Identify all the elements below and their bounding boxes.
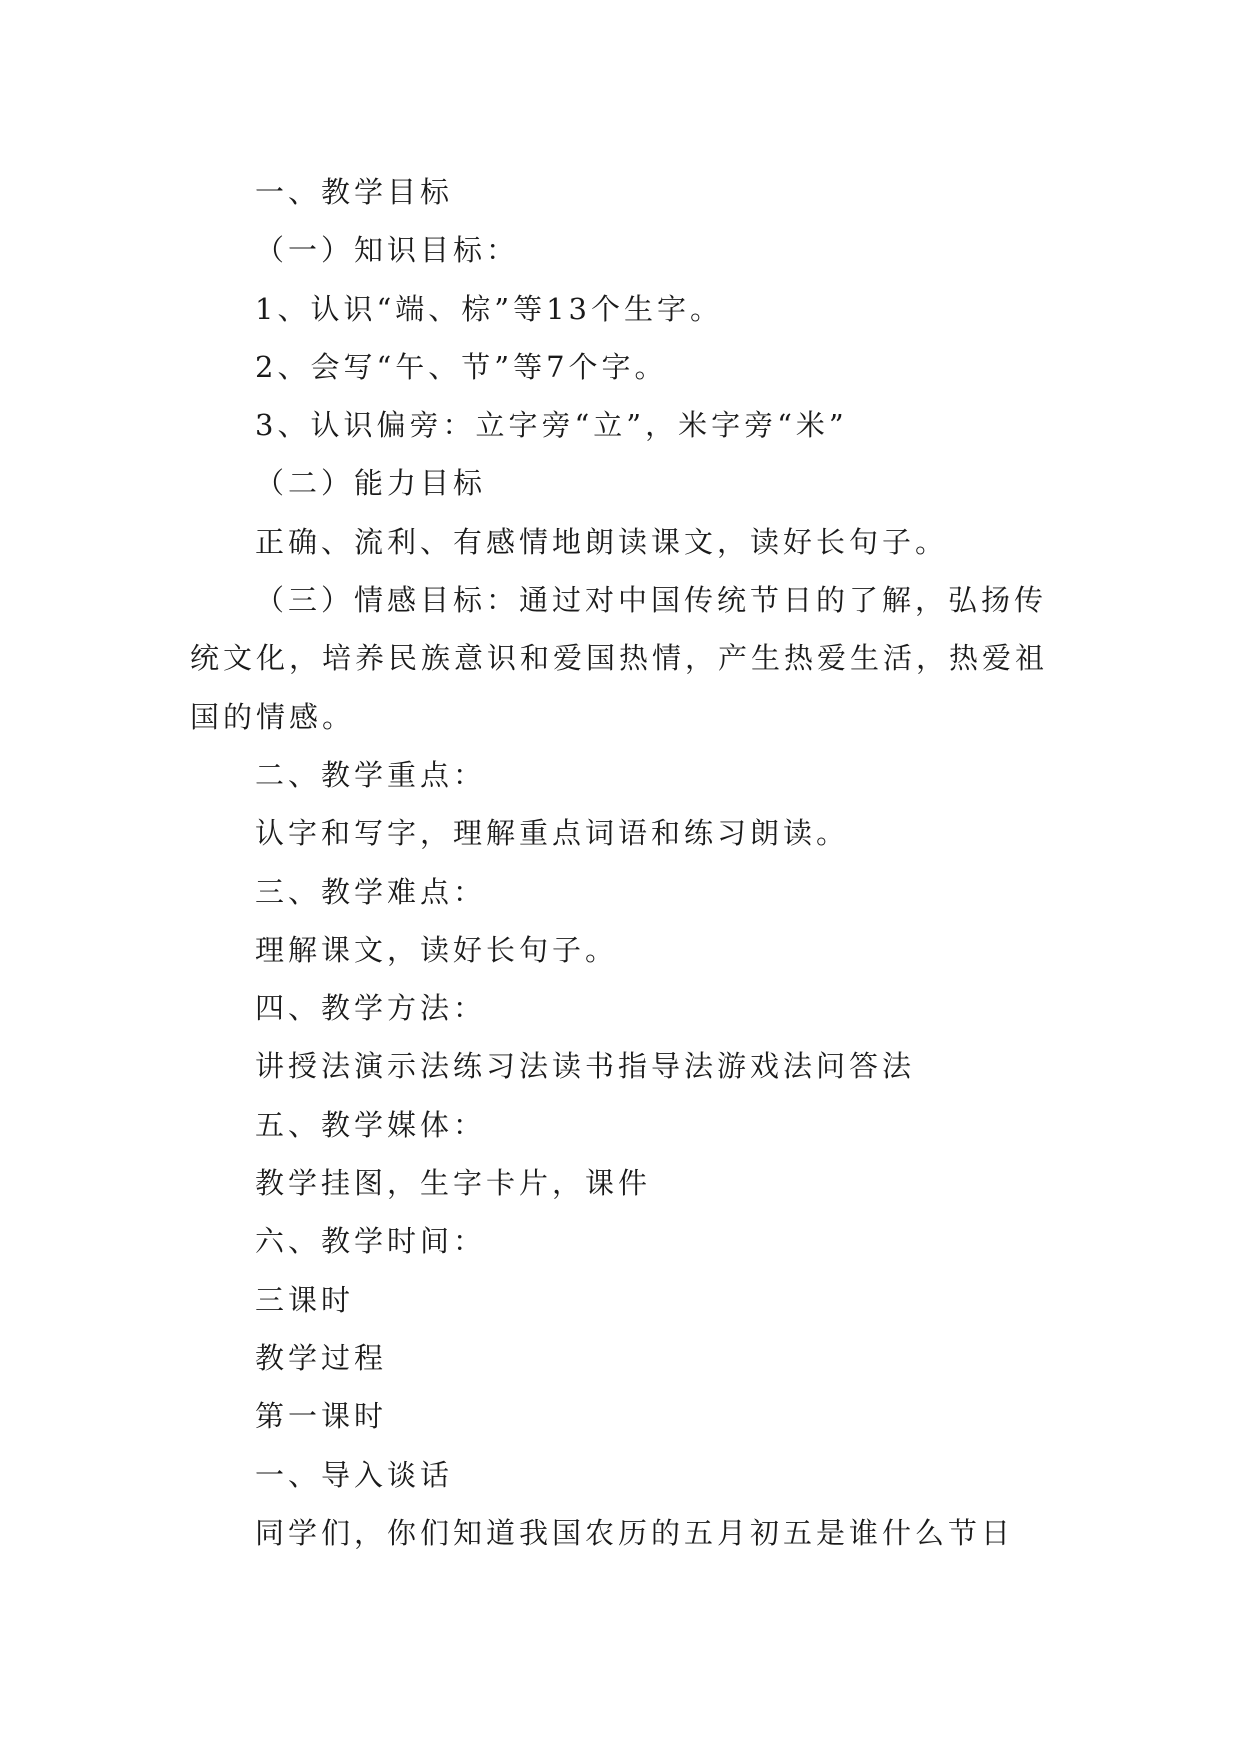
intro-heading: 一、导入谈话 xyxy=(255,1457,454,1492)
subheading-knowledge-goals: （一）知识目标： xyxy=(255,233,520,268)
section-heading-methods: 四、教学方法： xyxy=(255,991,487,1026)
document-body xyxy=(190,163,1050,1562)
key-points-text: 认字和写字，理解重点词语和练习朗读。 xyxy=(255,816,850,851)
first-lesson-heading: 第一课时 xyxy=(255,1399,388,1434)
section-heading-difficulties: 三、教学难点： xyxy=(255,874,487,909)
methods-text: 讲授法演示法练习法读书指导法游戏法问答法 xyxy=(255,1049,916,1084)
difficulties-text: 理解课文，读好长句子。 xyxy=(255,932,619,967)
ability-goal-text: 正确、流利、有感情地朗读课文，读好长句子。 xyxy=(255,524,949,559)
section-heading-media: 五、教学媒体： xyxy=(255,1107,487,1142)
section-heading-time: 六、教学时间： xyxy=(255,1224,487,1259)
subheading-ability-goals: （二）能力目标 xyxy=(255,466,487,501)
goal-item-2: 2、会写“午、节”等7个字。 xyxy=(255,349,668,384)
section-heading-key-points: 二、教学重点： xyxy=(255,757,487,792)
goal-item-3: 3、认识偏旁：立字旁“立”，米字旁“米” xyxy=(255,408,848,443)
emotion-goal-paragraph: （三）情感目标：通过对中国传统节日的了解，弘扬传统文化，培养民族意识和爱国热情，产生热爱生活，热爱祖国的情感。 xyxy=(190,583,1049,734)
time-text: 三课时 xyxy=(255,1282,355,1317)
media-text: 教学挂图，生字卡片，课件 xyxy=(255,1166,652,1201)
intro-text: 同学们，你们知道我国农历的五月初五是谁什么节日 xyxy=(255,1515,1015,1550)
section-heading-teaching-goals: 一、教学目标 xyxy=(255,175,454,209)
goal-item-1: 1、认识“端、棕”等13个生字。 xyxy=(255,291,724,326)
process-heading: 教学过程 xyxy=(255,1340,388,1375)
